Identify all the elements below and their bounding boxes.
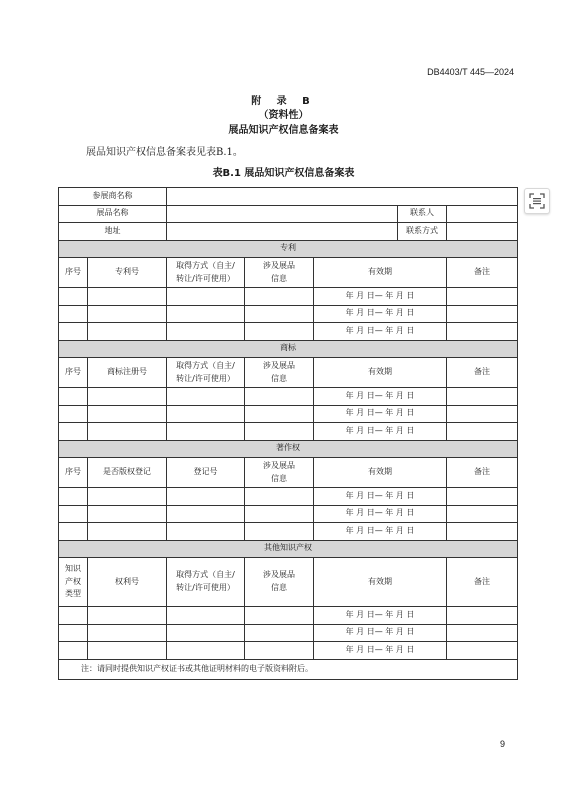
cell[interactable] xyxy=(167,405,245,423)
cell[interactable] xyxy=(88,323,167,341)
cell[interactable] xyxy=(59,607,88,625)
col-acquisition xyxy=(167,558,245,607)
table-row xyxy=(59,488,518,506)
address-label: 地址 xyxy=(59,223,167,241)
col-acquisition-line1: 取得方式（自主/ xyxy=(176,360,235,370)
copyright-header-row xyxy=(59,458,518,488)
cell[interactable] xyxy=(88,642,167,660)
col-seq: 序号 xyxy=(59,458,88,488)
contact-field[interactable] xyxy=(447,205,518,223)
expand-icon-button[interactable] xyxy=(524,188,550,214)
col-acquisition-line1: 取得方式（自主/ xyxy=(176,260,235,270)
cell[interactable] xyxy=(167,305,245,323)
validity-cell[interactable]: 年 月 日— 年 月 日 xyxy=(314,323,447,341)
cell[interactable] xyxy=(167,624,245,642)
exhibitor-label: 参展商名称 xyxy=(59,188,167,206)
cell[interactable] xyxy=(88,388,167,406)
cell[interactable] xyxy=(59,505,88,523)
cell[interactable] xyxy=(88,405,167,423)
col-exhibit-line2: 信息 xyxy=(271,583,287,592)
section-title-trademark: 商标 xyxy=(59,340,518,358)
validity-cell[interactable]: 年 月 日— 年 月 日 xyxy=(314,624,447,642)
cell[interactable] xyxy=(59,288,88,306)
cell[interactable] xyxy=(59,323,88,341)
other-ip-header-row xyxy=(59,558,518,607)
table-row xyxy=(59,288,518,306)
table-row xyxy=(59,624,518,642)
ip-filing-table xyxy=(58,187,518,680)
col-right-no: 权利号 xyxy=(88,558,167,607)
validity-cell[interactable]: 年 月 日— 年 月 日 xyxy=(314,405,447,423)
col-seq: 序号 xyxy=(59,358,88,388)
table-row xyxy=(59,423,518,441)
validity-cell[interactable]: 年 月 日— 年 月 日 xyxy=(314,523,447,541)
cell[interactable] xyxy=(167,323,245,341)
trademark-header-row xyxy=(59,358,518,388)
contact-label: 联系人 xyxy=(398,205,447,223)
section-header-trademark xyxy=(59,340,518,358)
cell[interactable] xyxy=(88,488,167,506)
cell[interactable] xyxy=(88,305,167,323)
col-ip-type-line2: 产权 xyxy=(65,576,81,586)
col-acquisition xyxy=(167,358,245,388)
table-row xyxy=(59,323,518,341)
section-header-other-ip xyxy=(59,540,518,558)
cell[interactable] xyxy=(447,505,518,523)
exhibit-name-row xyxy=(59,205,518,223)
col-exhibit-line2: 信息 xyxy=(271,473,287,483)
document-id: DB4403/T 445—2024 xyxy=(427,67,514,77)
col-registration-no: 登记号 xyxy=(167,458,245,488)
col-exhibit-line2: 信息 xyxy=(271,373,287,383)
validity-cell[interactable]: 年 月 日— 年 月 日 xyxy=(314,505,447,523)
section-title-patent: 专利 xyxy=(59,240,518,258)
exhibitor-field[interactable] xyxy=(167,188,518,206)
cell[interactable] xyxy=(447,405,518,423)
cell[interactable] xyxy=(59,642,88,660)
cell[interactable] xyxy=(59,388,88,406)
intro-text: 展品知识产权信息备案表见表B.1。 xyxy=(86,147,243,158)
section-title-copyright: 著作权 xyxy=(59,440,518,458)
col-acquisition-line2: 转让/许可使用） xyxy=(176,273,235,283)
cell[interactable] xyxy=(245,488,314,506)
cell[interactable] xyxy=(245,607,314,625)
exhibit-name-label: 展品名称 xyxy=(59,205,167,223)
cell[interactable] xyxy=(59,405,88,423)
col-remarks: 备注 xyxy=(447,558,518,607)
cell[interactable] xyxy=(167,607,245,625)
cell[interactable] xyxy=(245,388,314,406)
col-copyright-registered: 是否版权登记 xyxy=(88,458,167,488)
table-row xyxy=(59,523,518,541)
col-acquisition-line2: 转让/许可使用） xyxy=(176,583,235,592)
annex-type: （资料性） xyxy=(258,110,309,121)
col-acquisition xyxy=(167,258,245,288)
cell[interactable] xyxy=(167,388,245,406)
table-note: 注：请同时提供知识产权证书或其他证明材料的电子版资料附后。 xyxy=(59,659,518,679)
cell[interactable] xyxy=(447,624,518,642)
cell[interactable] xyxy=(88,288,167,306)
col-exhibit-line1: 涉及展品 xyxy=(263,460,295,470)
col-exhibit-info xyxy=(245,458,314,488)
validity-cell[interactable]: 年 月 日— 年 月 日 xyxy=(314,388,447,406)
contact-method-field[interactable] xyxy=(447,223,518,241)
patent-header-row xyxy=(59,258,518,288)
col-remarks: 备注 xyxy=(447,458,518,488)
cell[interactable] xyxy=(59,423,88,441)
cell[interactable] xyxy=(88,607,167,625)
cell[interactable] xyxy=(167,288,245,306)
cell[interactable] xyxy=(447,423,518,441)
cell[interactable] xyxy=(447,305,518,323)
section-header-patent xyxy=(59,240,518,258)
cell[interactable] xyxy=(88,505,167,523)
cell[interactable] xyxy=(59,305,88,323)
col-ip-type-line3: 类型 xyxy=(65,589,81,599)
cell[interactable] xyxy=(88,423,167,441)
cell[interactable] xyxy=(245,288,314,306)
cell[interactable] xyxy=(447,288,518,306)
table-row xyxy=(59,405,518,423)
validity-cell[interactable]: 年 月 日— 年 月 日 xyxy=(314,305,447,323)
exhibitor-row xyxy=(59,188,518,206)
cell[interactable] xyxy=(447,323,518,341)
cell[interactable] xyxy=(447,488,518,506)
col-exhibit-line1: 涉及展品 xyxy=(263,360,295,370)
col-exhibit-line1: 涉及展品 xyxy=(263,260,295,270)
col-remarks: 备注 xyxy=(447,258,518,288)
cell[interactable] xyxy=(447,523,518,541)
validity-cell[interactable]: 年 月 日— 年 月 日 xyxy=(314,607,447,625)
cell[interactable] xyxy=(59,624,88,642)
col-trademark-no: 商标注册号 xyxy=(88,358,167,388)
cell[interactable] xyxy=(245,642,314,660)
cell[interactable] xyxy=(167,505,245,523)
validity-cell[interactable]: 年 月 日— 年 月 日 xyxy=(314,423,447,441)
contact-method-label: 联系方式 xyxy=(398,223,447,241)
address-field[interactable] xyxy=(167,223,398,241)
col-exhibit-line1: 涉及展品 xyxy=(263,570,295,580)
col-exhibit-info xyxy=(245,258,314,288)
cell[interactable] xyxy=(245,505,314,523)
cell[interactable] xyxy=(88,624,167,642)
table-row xyxy=(59,607,518,625)
cell[interactable] xyxy=(245,323,314,341)
col-exhibit-line2: 信息 xyxy=(271,273,287,283)
col-ip-type-line1: 知识 xyxy=(65,563,81,573)
section-header-copyright xyxy=(59,440,518,458)
table-row xyxy=(59,505,518,523)
col-exhibit-info xyxy=(245,558,314,607)
col-patent-no: 专利号 xyxy=(88,258,167,288)
cell[interactable] xyxy=(59,523,88,541)
cell[interactable] xyxy=(167,423,245,441)
col-validity: 有效期 xyxy=(314,358,447,388)
table-row xyxy=(59,642,518,660)
table-row xyxy=(59,388,518,406)
cell[interactable] xyxy=(245,523,314,541)
cell[interactable] xyxy=(245,624,314,642)
annex-label: 附 录 B xyxy=(251,96,316,107)
annex-title: 展品知识产权信息备案表 xyxy=(228,125,339,136)
cell[interactable] xyxy=(167,523,245,541)
validity-cell[interactable]: 年 月 日— 年 月 日 xyxy=(314,288,447,306)
cell[interactable] xyxy=(245,423,314,441)
cell[interactable] xyxy=(167,488,245,506)
cell[interactable] xyxy=(167,642,245,660)
col-validity: 有效期 xyxy=(314,558,447,607)
col-seq: 序号 xyxy=(59,258,88,288)
validity-cell[interactable]: 年 月 日— 年 月 日 xyxy=(314,642,447,660)
cell[interactable] xyxy=(447,607,518,625)
table-row xyxy=(59,305,518,323)
cell[interactable] xyxy=(447,388,518,406)
section-title-other-ip: 其他知识产权 xyxy=(59,540,518,558)
cell[interactable] xyxy=(88,523,167,541)
cell[interactable] xyxy=(447,642,518,660)
col-ip-type xyxy=(59,558,88,607)
page-number: 9 xyxy=(500,739,506,749)
col-acquisition-line2: 转让/许可使用） xyxy=(176,373,235,383)
cell[interactable] xyxy=(245,305,314,323)
cell[interactable] xyxy=(245,405,314,423)
address-row xyxy=(59,223,518,241)
table-title: 表B.1 展品知识产权信息备案表 xyxy=(212,168,355,179)
col-acquisition-line1: 取得方式（自主/ xyxy=(176,570,235,580)
col-remarks: 备注 xyxy=(447,358,518,388)
note-row xyxy=(59,659,518,679)
validity-cell[interactable]: 年 月 日— 年 月 日 xyxy=(314,488,447,506)
cell[interactable] xyxy=(59,488,88,506)
exhibit-name-field[interactable] xyxy=(167,205,398,223)
col-validity: 有效期 xyxy=(314,458,447,488)
col-exhibit-info xyxy=(245,358,314,388)
col-validity: 有效期 xyxy=(314,258,447,288)
expand-icon xyxy=(529,193,545,209)
